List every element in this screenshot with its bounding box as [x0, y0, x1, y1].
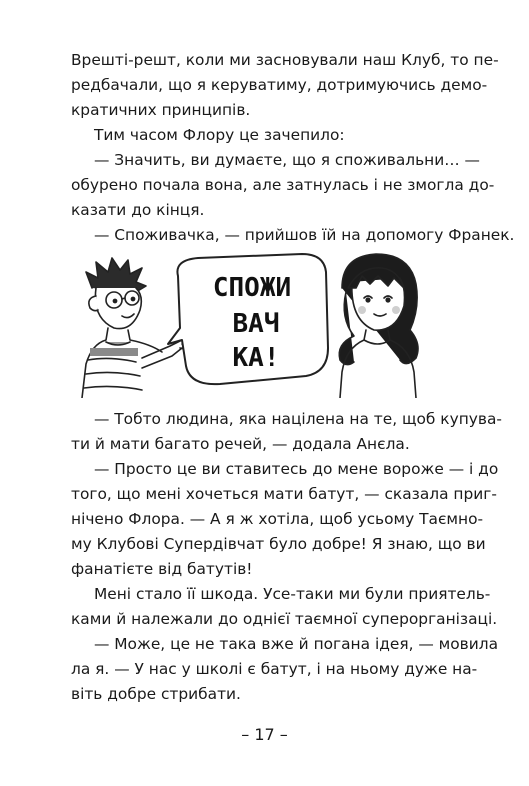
paragraph-6-line-1: — Просто це ви ставитесь до мене вороже — і до — [94, 460, 499, 478]
paragraph-3-line-2: обурено почала вона, але затнулась і не змогла до- — [71, 176, 495, 194]
girl-figure — [339, 254, 418, 398]
paragraph-1-line-3: кратичних принципів. — [71, 101, 251, 119]
paragraph-7-line-2: ками й належали до однієї таємної суперорганізаці. — [71, 610, 498, 628]
paragraph-1-line-2: редбачали, що я керуватиму, дотримуючись демо- — [71, 76, 488, 94]
paragraph-4-line-1: — Споживачка, — прийшов їй на допомогу Франек. — [94, 226, 515, 244]
paragraph-8-line-1: — Може, це не така вже й погана ідея, — мовила — [94, 635, 499, 653]
paragraph-1-line-1: Врешті-решт, коли ми засновували наш Клуб, то пе- — [71, 51, 499, 69]
paragraph-6-line-5: фанатієте від батутів! — [71, 560, 253, 578]
paragraph-5-line-2: ти й мати багато речей, — додала Анєла. — [71, 435, 410, 453]
paragraph-7-line-1: Мені стало її шкода. Усе-таки ми були приятель- — [94, 585, 491, 603]
page-number: – 17 – — [241, 725, 288, 744]
illustration — [70, 248, 470, 398]
paragraph-5-line-1: — Тобто людина, яка націлена на те, щоб купува- — [94, 410, 502, 428]
bubble-word-line-1: СПОЖИ — [212, 273, 292, 303]
bubble-word-line-3: КА! — [232, 343, 280, 373]
paragraph-8-line-3: віть добре стрибати. — [71, 685, 241, 703]
bubble-word-line-2: ВАЧ — [232, 309, 280, 339]
paragraph-6-line-4: му Клубові Супердівчат було добре! Я знаю, що ви — [71, 535, 486, 553]
paragraph-2-line-1: Тим часом Флору це зачепило: — [94, 126, 345, 144]
paragraph-8-line-2: ла я. — У нас у школі є батут, і на ньому дуже на- — [71, 660, 478, 678]
paragraph-6-line-2: того, що мені хочеться мати батут, — сказала приг- — [71, 485, 497, 503]
paragraph-3-line-1: — Значить, ви думаєте, що я споживальни… — — [94, 151, 480, 169]
paragraph-6-line-3: нічено Флора. — А я ж хотіла, щоб усьому Таємно- — [71, 510, 484, 528]
paragraph-3-line-3: казати до кінця. — [71, 201, 205, 219]
